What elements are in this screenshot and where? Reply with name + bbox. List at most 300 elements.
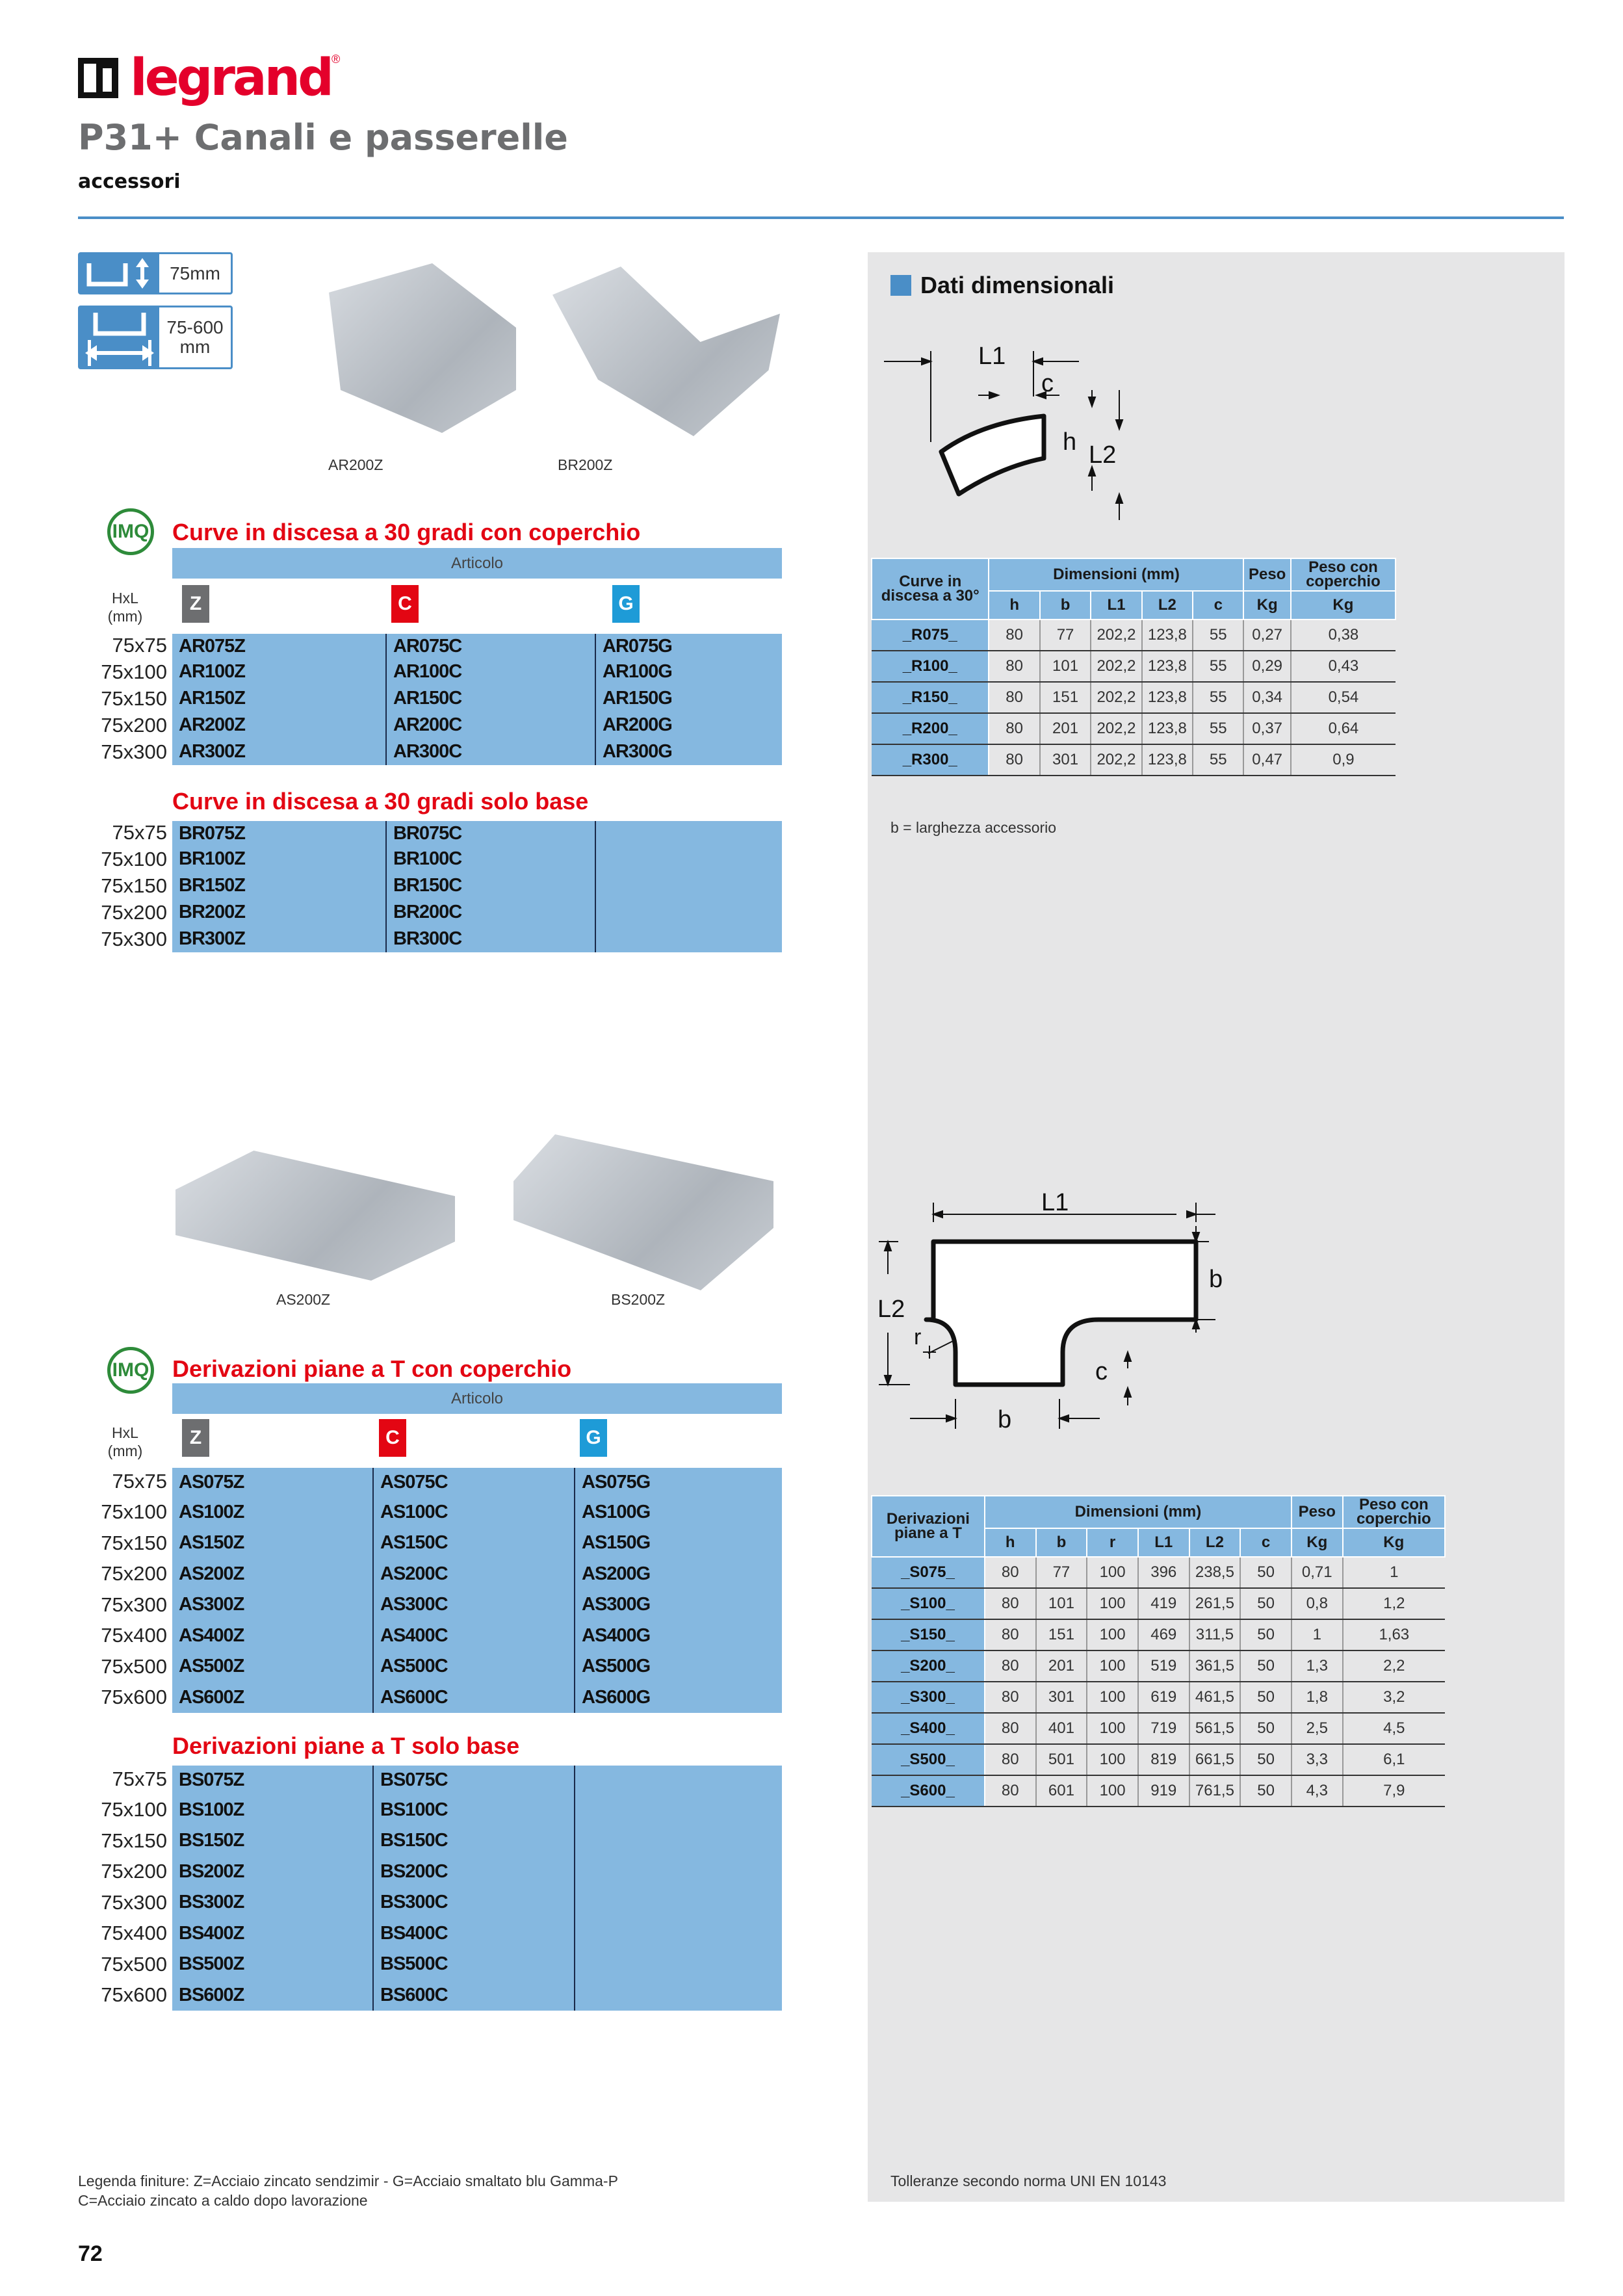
table-row [872, 1650, 1445, 1682]
product-photo-br200z [552, 267, 780, 455]
row-value: 201 [1036, 1650, 1087, 1682]
row-value: 50 [1240, 1619, 1292, 1650]
width-note: b = larghezza accessorio [890, 819, 1057, 836]
article-code-g [596, 872, 782, 899]
article-cells [172, 712, 782, 738]
size-label: 75x100 [101, 1798, 167, 1821]
row-value: 0,47 [1243, 744, 1290, 776]
article-cells [172, 1918, 782, 1950]
table-col-header: Kg [1243, 591, 1290, 620]
article-code-c: AS600C [374, 1682, 575, 1714]
article-cells [172, 819, 782, 846]
row-value: 80 [985, 1775, 1036, 1807]
row-code: _R100_ [872, 651, 989, 682]
article-code-z: BR100Z [172, 846, 387, 872]
row-value: 819 [1138, 1744, 1189, 1775]
registered-mark: ® [331, 53, 341, 66]
table-row [78, 712, 782, 738]
article-code-g [596, 821, 782, 846]
article-code-z: BS600Z [172, 1980, 374, 2011]
diagram-label-r: r [914, 1325, 922, 1350]
height-value: 75mm [170, 263, 220, 283]
table-head-peso-cop: Peso con coperchio [1291, 558, 1396, 591]
row-value: 0,38 [1291, 620, 1396, 651]
size-label: 75x600 [101, 1686, 167, 1709]
articolo-header: Articolo [172, 1383, 782, 1414]
table-row [872, 620, 1396, 651]
article-cells [172, 1887, 782, 1918]
article-code-g [596, 846, 782, 872]
row-value: 77 [1036, 1557, 1087, 1588]
row-value: 0,9 [1291, 744, 1396, 776]
finish-legend [78, 2171, 618, 2210]
row-code: _R200_ [872, 713, 989, 744]
row-value: 80 [989, 744, 1039, 776]
table-row [872, 1713, 1445, 1744]
row-value: 50 [1240, 1588, 1292, 1619]
article-code-c: BS200C [374, 1857, 575, 1888]
product-photo-bs200z [513, 1134, 773, 1290]
article-code-z: AR075Z [172, 634, 387, 659]
row-value: 100 [1087, 1650, 1138, 1682]
row-value: 1 [1292, 1619, 1343, 1650]
table-row [872, 682, 1396, 713]
article-cells [172, 1980, 782, 2011]
tolerance-note: Tolleranze secondo norma UNI EN 10143 [890, 2172, 1167, 2189]
row-value: 2,5 [1292, 1713, 1343, 1744]
table-col-header: c [1240, 1528, 1292, 1557]
finish-legend-line2: C=Acciaio zincato a caldo dopo lavorazione [78, 2192, 368, 2209]
article-code-g [596, 899, 782, 926]
article-code-c: BS150C [374, 1825, 575, 1857]
size-label: 75x75 [112, 633, 167, 657]
article-cells [172, 1497, 782, 1528]
row-value: 0,34 [1243, 682, 1290, 713]
article-code-g: AR100G [603, 661, 672, 682]
article-code-c: BR100C [387, 846, 596, 872]
size-label: 75x200 [101, 900, 167, 924]
size-label: 75x600 [101, 1983, 167, 2007]
table-row [78, 1918, 782, 1950]
article-cells [172, 738, 782, 765]
article-code-c: AS300C [374, 1589, 575, 1621]
hxl-label-line2: (mm) [107, 608, 143, 625]
height-indicator [78, 252, 233, 294]
row-code: _R075_ [872, 620, 989, 651]
article-cells [172, 899, 782, 926]
row-value: 1,8 [1292, 1682, 1343, 1713]
article-cells [172, 1857, 782, 1888]
row-value: 123,8 [1142, 682, 1193, 713]
heading-square-icon [890, 275, 911, 296]
row-value: 202,2 [1091, 682, 1141, 713]
row-code: _S100_ [872, 1588, 985, 1619]
article-code-z: BR075Z [172, 821, 387, 846]
legrand-logo [78, 49, 340, 107]
article-code-c: BR150C [387, 872, 596, 899]
diagram-label-b: b [1209, 1266, 1223, 1293]
table-col-header: b [1036, 1528, 1087, 1557]
table-row [78, 1857, 782, 1888]
size-label: 75x75 [112, 820, 167, 844]
row-value: 50 [1240, 1557, 1292, 1588]
section-title-deriv-cop: Derivazioni piane a T con coperchio [172, 1355, 572, 1382]
article-code-c: BS600C [374, 1980, 575, 2011]
table-col-header: L1 [1138, 1528, 1189, 1557]
article-cells [172, 1795, 782, 1826]
row-value: 1,63 [1343, 1619, 1445, 1650]
article-cells [172, 872, 782, 899]
table-row [78, 1795, 782, 1826]
row-value: 401 [1036, 1713, 1087, 1744]
article-cells [172, 1682, 782, 1714]
row-value: 301 [1036, 1682, 1087, 1713]
size-label: 75x500 [101, 1654, 167, 1678]
article-cells [172, 1466, 782, 1497]
row-value: 1,3 [1292, 1650, 1343, 1682]
table-row [78, 926, 782, 952]
article-table-curve-cop [78, 632, 782, 765]
article-code-z: AR150Z [172, 685, 387, 712]
row-value: 77 [1040, 620, 1091, 651]
article-code-c: BR200C [387, 899, 596, 926]
article-code-c: AR300C [387, 738, 596, 765]
row-value: 100 [1087, 1682, 1138, 1713]
table-row [78, 1764, 782, 1795]
row-value: 50 [1240, 1713, 1292, 1744]
dimensional-heading [890, 272, 1114, 299]
table-row [78, 738, 782, 765]
table-row [78, 1559, 782, 1590]
row-value: 7,9 [1343, 1775, 1445, 1807]
size-label: 75x150 [101, 874, 167, 897]
row-value: 619 [1138, 1682, 1189, 1713]
table-row [872, 1588, 1445, 1619]
article-code-c: AS150C [374, 1528, 575, 1559]
row-value: 501 [1036, 1744, 1087, 1775]
row-code: _S150_ [872, 1619, 985, 1650]
article-code-g [575, 1980, 782, 2011]
row-value: 100 [1087, 1713, 1138, 1744]
table-row [78, 1621, 782, 1652]
article-cells [172, 846, 782, 872]
article-code-g: AS400G [582, 1624, 651, 1646]
article-code-g: AR300G [603, 741, 672, 762]
row-value: 80 [985, 1650, 1036, 1682]
dimension-table-curve [871, 558, 1396, 776]
table-row [872, 1557, 1445, 1588]
row-value: 100 [1087, 1557, 1138, 1588]
row-value: 80 [985, 1619, 1036, 1650]
article-table-curve-base [78, 819, 782, 952]
photo-caption-bs200z: BS200Z [611, 1291, 666, 1308]
hxl-label-line1: HxL [112, 590, 138, 607]
article-code-z: AS600Z [172, 1682, 374, 1714]
hxl-label [94, 1424, 156, 1460]
size-label: 75x100 [101, 1500, 167, 1524]
row-value: 469 [1138, 1619, 1189, 1650]
table-row [78, 1528, 782, 1559]
row-value: 0,37 [1243, 713, 1290, 744]
table-row [872, 744, 1396, 776]
finish-chip-g: G [580, 1419, 607, 1457]
row-value: 50 [1240, 1775, 1292, 1807]
size-label: 75x75 [112, 1767, 167, 1790]
article-cells [172, 1825, 782, 1857]
article-code-z: AR300Z [172, 738, 387, 765]
page-number: 72 [78, 2241, 103, 2266]
article-code-g [575, 1857, 782, 1888]
row-value: 100 [1087, 1744, 1138, 1775]
article-code-c: AR200C [387, 712, 596, 738]
article-code-z: BR300Z [172, 926, 387, 952]
size-label: 75x500 [101, 1952, 167, 1976]
row-value: 601 [1036, 1775, 1087, 1807]
size-label: 75x400 [101, 1922, 167, 1945]
size-label: 75x75 [112, 1469, 167, 1493]
row-value: 55 [1193, 682, 1243, 713]
article-code-g: AS100G [582, 1501, 651, 1522]
page-subtitle: accessori [78, 170, 181, 193]
diagram-label-c: c [1041, 370, 1054, 397]
product-photo-ar200z [325, 254, 520, 449]
row-value: 80 [985, 1682, 1036, 1713]
row-value: 80 [989, 682, 1039, 713]
row-value: 311,5 [1189, 1619, 1241, 1650]
height-icon [80, 254, 159, 293]
width-unit: mm [179, 337, 211, 357]
finish-chip-z: Z [182, 585, 209, 623]
article-code-g [596, 926, 782, 952]
table-col-header: L2 [1142, 591, 1193, 620]
size-label: 75x100 [101, 847, 167, 870]
article-code-g: AS200G [582, 1563, 651, 1584]
row-value: 461,5 [1189, 1682, 1241, 1713]
table-col-header: b [1040, 591, 1091, 620]
article-code-c: AR075C [387, 634, 596, 659]
size-label: 75x300 [101, 927, 167, 950]
row-value: 202,2 [1091, 620, 1141, 651]
size-label: 75x100 [101, 660, 167, 683]
legrand-mark-icon [78, 55, 123, 101]
article-cells [172, 685, 782, 712]
article-code-z: BS075Z [172, 1766, 374, 1795]
diagram-label-h: h [1063, 428, 1077, 456]
table-col-header: L1 [1091, 591, 1141, 620]
size-label: 75x150 [101, 1531, 167, 1554]
row-value: 0,29 [1243, 651, 1290, 682]
article-code-c: BS300C [374, 1887, 575, 1918]
row-value: 55 [1193, 620, 1243, 651]
row-code: _R300_ [872, 744, 989, 776]
article-cells [172, 926, 782, 952]
size-label: 75x200 [101, 1562, 167, 1585]
article-code-z: BR150Z [172, 872, 387, 899]
article-code-z: BS200Z [172, 1857, 374, 1888]
table-col-header: Kg [1292, 1528, 1343, 1557]
article-code-z: AS500Z [172, 1651, 374, 1682]
row-value: 55 [1193, 744, 1243, 776]
row-value: 4,3 [1292, 1775, 1343, 1807]
article-code-c: BR300C [387, 926, 596, 952]
certification-icon: IMQ [107, 508, 154, 555]
article-code-z: AS100Z [172, 1497, 374, 1528]
row-value: 238,5 [1189, 1557, 1241, 1588]
article-code-z: BR200Z [172, 899, 387, 926]
row-code: _S300_ [872, 1682, 985, 1713]
row-value: 0,71 [1292, 1557, 1343, 1588]
article-code-z: BS300Z [172, 1887, 374, 1918]
article-code-g: AS300G [582, 1594, 651, 1615]
table-head-dimensions: Dimensioni (mm) [989, 558, 1243, 591]
article-cells [172, 1764, 782, 1795]
row-value: 0,8 [1292, 1588, 1343, 1619]
row-code: _S075_ [872, 1557, 985, 1588]
article-cells [172, 1589, 782, 1621]
article-code-z: AR200Z [172, 712, 387, 738]
article-cells [172, 1559, 782, 1590]
article-cells [172, 1651, 782, 1682]
row-value: 202,2 [1091, 651, 1141, 682]
table-head-peso: Peso [1243, 558, 1290, 591]
table-row [78, 685, 782, 712]
row-value: 419 [1138, 1588, 1189, 1619]
table-row [872, 651, 1396, 682]
article-code-c: BR075C [387, 821, 596, 846]
diagram-label-l1: L1 [978, 343, 1006, 370]
page-title: P31+ Canali e passerelle [78, 117, 568, 158]
row-code: _R150_ [872, 682, 989, 713]
article-code-g: AS150G [582, 1532, 651, 1554]
table-row [78, 1466, 782, 1497]
row-value: 123,8 [1142, 744, 1193, 776]
table-row [78, 899, 782, 926]
article-code-g [575, 1918, 782, 1950]
diagram-label-l1: L1 [1041, 1190, 1069, 1216]
article-code-c: BS100C [374, 1795, 575, 1826]
finish-chip-c: C [391, 585, 419, 623]
row-value: 361,5 [1189, 1650, 1241, 1682]
article-code-g [575, 1766, 782, 1795]
article-code-g: AS500G [582, 1656, 651, 1677]
certification-icon: IMQ [107, 1347, 154, 1394]
width-icon [80, 307, 159, 367]
article-code-z: BS150Z [172, 1825, 374, 1857]
article-code-g [575, 1825, 782, 1857]
table-row [872, 1619, 1445, 1650]
article-code-g [575, 1949, 782, 1980]
table-row [872, 713, 1396, 744]
table-row [78, 846, 782, 872]
row-value: 151 [1036, 1619, 1087, 1650]
row-code: _S400_ [872, 1713, 985, 1744]
article-code-c: BS500C [374, 1949, 575, 1980]
row-value: 80 [989, 713, 1039, 744]
row-value: 50 [1240, 1650, 1292, 1682]
row-value: 661,5 [1189, 1744, 1241, 1775]
row-value: 100 [1087, 1775, 1138, 1807]
row-value: 0,43 [1291, 651, 1396, 682]
row-value: 55 [1193, 651, 1243, 682]
row-value: 100 [1087, 1619, 1138, 1650]
table-row [872, 1775, 1445, 1807]
article-code-c: AR150C [387, 685, 596, 712]
dimensional-heading-text: Dati dimensionali [920, 272, 1115, 298]
row-value: 55 [1193, 713, 1243, 744]
size-label: 75x300 [101, 1593, 167, 1616]
row-value: 519 [1138, 1650, 1189, 1682]
diagram-label-l2: L2 [1089, 441, 1117, 469]
article-code-z: BS400Z [172, 1918, 374, 1950]
table-row [78, 1497, 782, 1528]
size-label: 75x150 [101, 1829, 167, 1852]
article-code-g [575, 1795, 782, 1826]
table-row [78, 1825, 782, 1857]
row-value: 719 [1138, 1713, 1189, 1744]
article-code-z: BS100Z [172, 1795, 374, 1826]
finish-chip-g: G [612, 585, 640, 623]
article-code-z: AR100Z [172, 659, 387, 685]
article-code-z: AS400Z [172, 1621, 374, 1652]
table-row [872, 1744, 1445, 1775]
table-row [78, 1887, 782, 1918]
row-value: 561,5 [1189, 1713, 1241, 1744]
table-row [78, 659, 782, 685]
finish-legend-line1: Legenda finiture: Z=Acciaio zincato sendzimir - G=Acciaio smaltato blu Gamma-P [78, 2172, 618, 2189]
curve-dimension-diagram [871, 338, 1144, 520]
size-label: 75x300 [101, 1890, 167, 1914]
brand-name: legrand [130, 49, 331, 107]
article-code-g: AR075G [603, 635, 672, 657]
hxl-label-line2: (mm) [107, 1442, 143, 1459]
table-head-peso: Peso [1292, 1496, 1343, 1528]
finish-chip-c: C [379, 1419, 406, 1457]
table-row [872, 1682, 1445, 1713]
row-value: 396 [1138, 1557, 1189, 1588]
row-value: 3,3 [1292, 1744, 1343, 1775]
diagram-label-l2: L2 [877, 1296, 905, 1323]
hxl-label-line1: HxL [112, 1424, 138, 1441]
row-value: 261,5 [1189, 1588, 1241, 1619]
table-head-peso-cop: Peso con coperchio [1343, 1496, 1445, 1528]
article-cells [172, 1528, 782, 1559]
table-col-header: r [1087, 1528, 1138, 1557]
size-label: 75x400 [101, 1624, 167, 1647]
table-head-name: Curve in discesa a 30° [872, 558, 989, 620]
row-value: 0,27 [1243, 620, 1290, 651]
row-value: 80 [989, 620, 1039, 651]
articolo-header: Articolo [172, 548, 782, 579]
row-value: 80 [985, 1744, 1036, 1775]
article-code-z: AS150Z [172, 1528, 374, 1559]
article-code-g: AS075G [582, 1471, 651, 1493]
row-value: 6,1 [1343, 1744, 1445, 1775]
product-photo-as200z [175, 1151, 455, 1281]
header-rule [78, 216, 1564, 219]
photo-caption-ar200z: AR200Z [328, 456, 383, 473]
table-head-name: Derivazioni piane a T [872, 1496, 985, 1557]
article-cells [172, 1949, 782, 1980]
table-col-header: Kg [1291, 591, 1396, 620]
row-value: 50 [1240, 1682, 1292, 1713]
article-code-c: AS500C [374, 1651, 575, 1682]
width-range: 75-600 [166, 317, 224, 337]
article-cells [172, 659, 782, 685]
table-col-header: Kg [1343, 1528, 1445, 1557]
row-value: 80 [989, 651, 1039, 682]
table-col-header: c [1193, 591, 1243, 620]
row-value: 0,54 [1291, 682, 1396, 713]
